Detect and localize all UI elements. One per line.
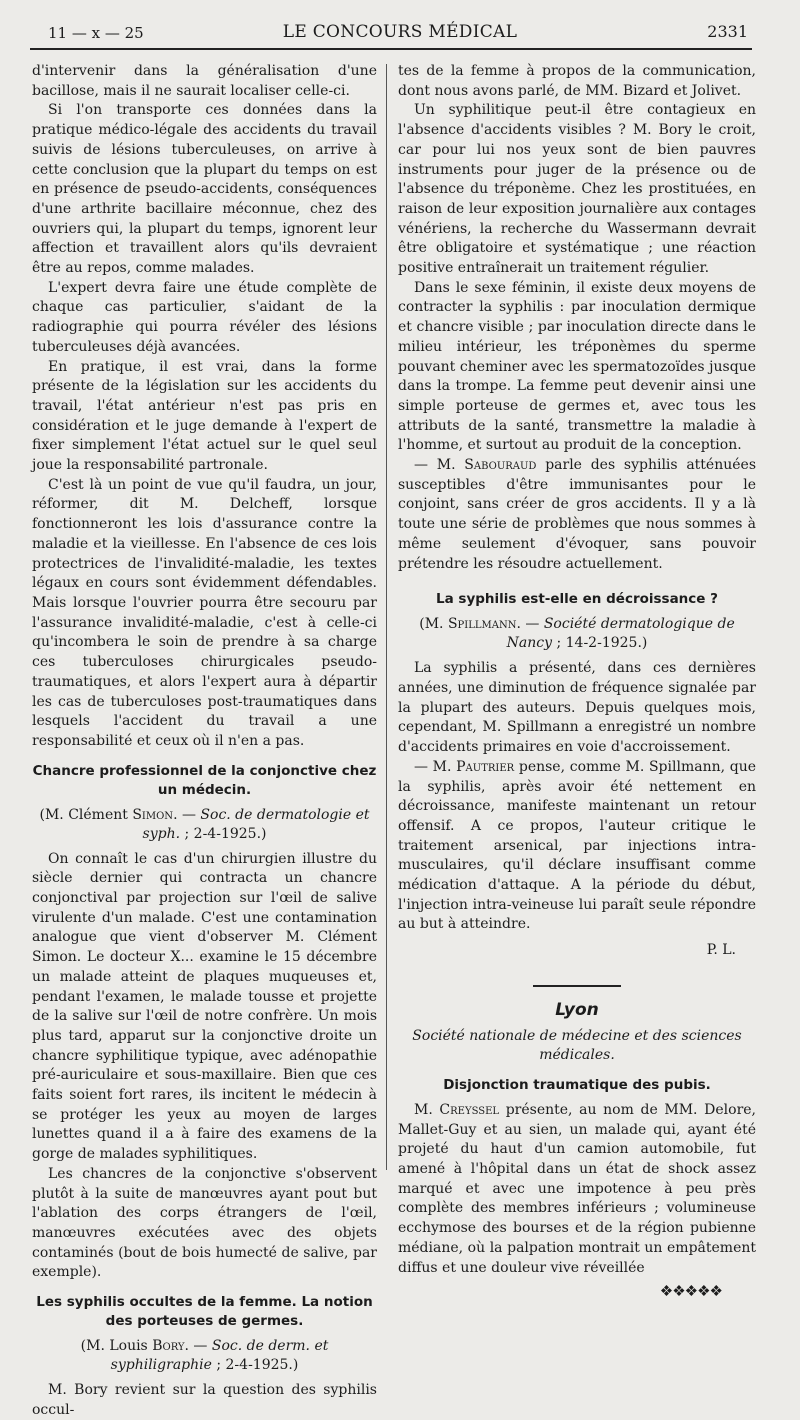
section-rule [533,985,621,987]
citation-text: . — [516,616,544,633]
signature: P. L. [706,942,736,959]
paragraph: L'expert devra faire une étude complète de chaque cas particulier, s'aidant de la radiographie qui pourra révéler des lésions tuberculeuses déjà avancées. [32,279,377,355]
issue-date: 11 — x — 25 [48,24,144,42]
paragraph: d'intervenir dans la généralisation d'une bacillose, mais il ne saurait localiser celle-ci. [32,63,377,99]
source-citation [398,615,756,653]
page-number: 2331 [707,22,748,41]
source-citation [32,806,377,844]
citation-text: (M. [419,616,448,633]
paragraph: Si l'on transporte ces données dans la pratique médico-légale des accidents du travail suivis de lésions tuberculeuses, on arrive à cette conclusion que la plupart du temps on est en présence de pseudo-accidents, conséquences d'une arthrite bacillaire méconnue, chez des ouvriers qui, la plupart du temps, ignorent leur affection et travaillent alors qu'ils devraient être au repos, comme malades. [32,102,377,277]
citation-text: . — [173,806,201,823]
paragraph [398,456,756,574]
citation-journal: Soc. de dermatologie et syph. [142,806,370,842]
paragraph-text: pense, comme M. Spillmann, que la syphilis, après avoir été nettement en décroissance, manifeste maintenant un retour offensif. A ce propos, l'auteur critique le traitement arsenical, par injections intra-musculaires, qu'il déclare insuffisant comme médication d'attaque. A la période du début, l'injection intra-veineuse lui paraît seule répondre au but à atteindre. [398,758,756,933]
journal-title: LE CONCOURS MÉDICAL [282,22,518,42]
citation-journal: Soc. de derm. et syphiligraphie [110,1338,329,1374]
section-heading: Les syphilis occultes de la femme. La notion des porteuses de germes. [36,1294,373,1330]
header-rule [30,48,752,50]
paragraph: M. Bory revient sur la question des syphilis occul- [32,1382,377,1418]
paragraph: Un syphilitique peut-il être contagieux en l'absence d'accidents visibles ? M. Bory le croit, car pour lui nos yeux sont de bien pauvres instruments pour juger de la présence ou de l'absence du tréponème. Chez les prostituées, en raison de leur exposition journalière aux contages vénériens, la recherche du Wassermann devrait être obligatoire et systématique ; une réaction positive entraînerait un traitement régulier. [398,102,756,277]
paragraph: tes de la femme à propos de la communication, dont nous avons parlé, de MM. Bizard et Jolivet. [398,63,756,99]
paragraph: Les chancres de la conjonctive s'observent plutôt à la suite de manœuvres ayant pout but l'ablation des corps étrangers de l'œil, manœuvres exécutées avec des objets contaminés (bout de bois humecté de salive, par exemple). [32,1165,377,1281]
paragraph: Dans le sexe féminin, il existe deux moyens de contracter la syphilis : par inoculation dermique et chancre visible ; par inoculation directe dans le milieu intérieur, les tréponèmes du sperme pouvant cheminer avec les spermatozoïdes jusque dans la trompe. La femme peut devenir ainsi une simple porteuse de germes et, avec tous les attributs de la santé, transmettre la maladie à l'homme, et surtout au produit de la conception. [398,279,756,454]
right-column [398,62,756,1302]
citation-journal: Société dermatologique de Nancy [506,616,735,652]
paragraph [398,758,756,935]
paragraph: C'est là un point de vue qu'il faudra, un jour, réformer, dit M. Delcheff, lorsque fonctionneront les lois d'assurance contre la maladie et la vieillesse. En l'absence de ces lois protectrices de l'invalidité-maladie, les textes légaux en cours sont évidemment défendables. Mais lorsque l'ouvrier pourra être secouru par l'assurance invalidité-maladie, c'est à celle-ci qu'incombera le soin de prendre à sa charge ces tuberculoses chirurgicales pseudo-traumatiques, et alors l'expert aura à départir les cas de tuberculoses post-traumatiques dans lesquels l'accident du travail a une responsabilité et ceux où il n'en a pas. [32,476,377,749]
citation-date: ; 2-4-1925.) [180,825,267,842]
column-divider [386,64,387,1170]
section-heading: La syphilis est-elle en décroissance ? [436,591,718,608]
author-name: — M. Pautrier [414,758,515,775]
citation-date: ; 14-2-1925.) [552,635,648,652]
paragraph-text: présente, au nom de MM. Delore, Mallet-Guy et au sien, un malade qui, ayant été projeté du haut d'un camion automobile, fut amené à l'hôpital dans un état de shock assez marqué et avec une impotence à peu près complète des membres inférieurs ; volumineuse ecchymose des bourses et de la région pubienne médiane, où la palpation montrait un empâtement diffus et une douleur vive réveillée [398,1101,756,1276]
section-heading: Disjonction traumatique des pubis. [443,1076,711,1093]
left-column [32,62,377,1420]
paragraph-text: parle des syphilis atténuées susceptibles d'être immunisantes pour le conjoint, sans créer de gros accidents. Il y a là toute une série de problèmes que nous sommes à même seulement d'évoquer, sans pouvoir prétendre les résoudre actuellement. [398,457,756,572]
city-heading: Lyon [555,999,599,1020]
running-header [0,18,800,48]
citation-date: ; 2-4-1925.) [211,1357,299,1374]
citation-author: Bory [152,1338,185,1355]
society-name: Société nationale de médecine et des sciences médicales. [412,1027,742,1064]
continuation-ornament: ❖❖❖❖❖ [659,1282,722,1301]
citation-text: (M. Louis [80,1338,153,1355]
author-name: M. Creyssel [414,1101,500,1118]
section-heading: Chancre professionnel de la conjonctive chez un médecin. [32,762,377,798]
source-citation [32,1337,377,1375]
citation-text: . — [184,1338,212,1355]
citation-author: Spillmann [447,616,517,633]
citation-text: (M. Clément [39,806,133,823]
paragraph: On connaît le cas d'un chirurgien illustre du siècle dernier qui contracta un chancre conjonctival par projection sur l'œil de salive virulente d'un malade. C'est une contamination analogue que vient d'observer M. Clément Simon. Le docteur X... examine le 15 décembre un malade atteint de plaques muqueuses et, pendant l'examen, le malade tousse et projette de la salive sur l'œil de notre confrère. Un mois plus tard, apparut sur la conjonctive droite un chancre syphilitique typique, avec adénopathie pré-auriculaire et sous-maxillaire. Bien que ces faits soient fort rares, ils incitent le médecin à se protéger les yeux au moyen de larges lunettes quand il a à faire des examens de la gorge de malades syphilitiques. [32,850,377,1163]
citation-author: Simon [132,806,174,823]
paragraph [398,1101,756,1278]
author-name: — M. Sabouraud [414,457,537,474]
paragraph: En pratique, il est vrai, dans la forme présente de la législation sur les accidents du travail, l'état antérieur n'est pas pris en considération et le juge demande à l'expert de fixer simplement l'état actuel sur le quel seul joue la responsabilité partronale. [32,358,377,474]
paragraph: La syphilis a présenté, dans ces dernières années, une diminution de fréquence signalée par la plupart des auteurs. Depuis quelques mois, cependant, M. Spillmann a enregistré un nombre d'accidents primaires en voie d'accroissement. [398,660,756,756]
